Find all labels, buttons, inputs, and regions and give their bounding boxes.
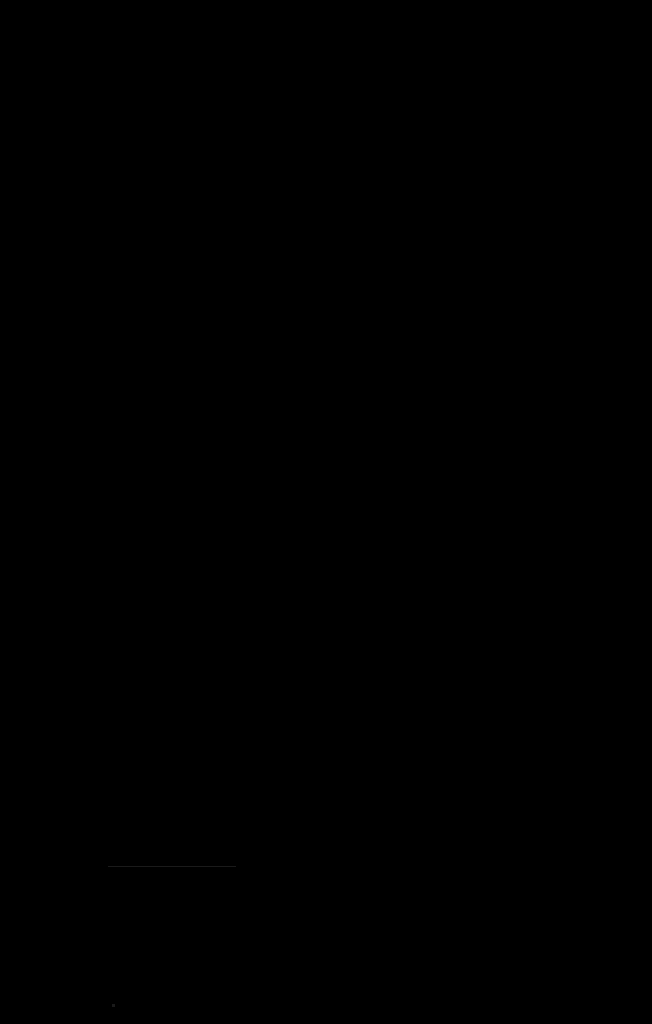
main-text-block xyxy=(108,132,584,834)
page-edge-mark xyxy=(112,1004,115,1007)
footnote-divider xyxy=(108,866,236,867)
